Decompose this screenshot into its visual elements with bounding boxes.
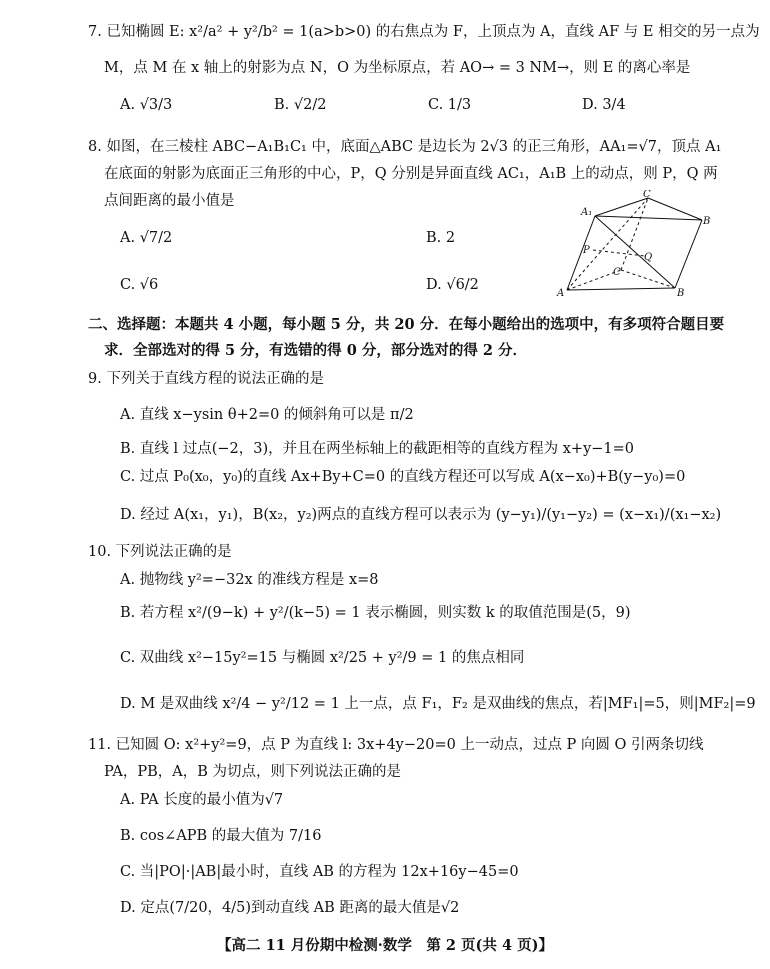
page-footer: 【高二 11 月份期中检测·数学 第 2 页(共 4 页)】 <box>217 937 553 954</box>
section2-heading-line2: 求．全部选对的得 5 分，有选错的得 0 分，部分选对的得 2 分． <box>104 342 528 359</box>
q9-option-b: B. 直线 l 过点(−2，3)，并且在两坐标轴上的截距相等的直线方程为 x+y−1=0 <box>120 441 635 457</box>
label-b: B <box>677 288 685 299</box>
q7-option-b: B. √2/2 <box>274 97 327 113</box>
label-p: P <box>583 245 590 256</box>
q9-option-d: D. 经过 A(x₁，y₁)，B(x₂，y₂)两点的直线方程可以表示为 (y−y₁)/(y₁−y₂) = (x−x₁)/(x₁−x₂) <box>120 507 722 523</box>
q7-option-d: D. 3/4 <box>582 97 626 113</box>
q10-option-c: C. 双曲线 x²−15y²=15 与椭圆 x²/25 + y²/9 = 1 的焦点相同 <box>120 650 525 666</box>
q11-option-d: D. 定点(7/20，4/5)到动直线 AB 距离的最大值是√2 <box>120 900 460 916</box>
label-c: C <box>613 267 621 278</box>
q8-stem-line1: 8. 如图，在三棱柱 ABC−A₁B₁C₁ 中，底面△ABC 是边长为 2√3 的正三角形，AA₁=√7，顶点 A₁ <box>88 139 722 155</box>
q8-stem-line2: 在底面的射影为底面正三角形的中心，P，Q 分别是异面直线 AC₁，A₁B 上的动点，则 P，Q 两 <box>104 166 718 182</box>
prism-figure <box>555 190 715 300</box>
q9-option-c: C. 过点 P₀(x₀，y₀)的直线 Ax+By+C=0 的直线方程还可以写成 A(x−x₀)+B(y−y₀)=0 <box>120 469 686 485</box>
edge-b-b1 <box>675 220 702 288</box>
q11-option-b: B. cos∠APB 的最大值为 7/16 <box>120 828 322 844</box>
q7-stem-line2: M，点 M 在 x 轴上的射影为点 N，O 为坐标原点，若 AO→ = 3 NM→，则 E 的离心率是 <box>104 60 691 76</box>
edge-c-b <box>621 270 675 288</box>
q7-option-c: C. 1/3 <box>428 97 472 113</box>
label-a: A <box>557 288 565 299</box>
q9-stem: 9. 下列关于直线方程的说法正确的是 <box>88 371 324 387</box>
edge-a-b <box>567 288 675 290</box>
section2-heading-line1: 二、选择题：本题共 4 小题，每小题 5 分，共 20 分．在每小题给出的选项中，有多项符合题目要 <box>88 316 725 333</box>
q10-option-b: B. 若方程 x²/(9−k) + y²/(k−5) = 1 表示椭圆，则实数 k 的取值范围是(5，9) <box>120 605 631 621</box>
label-b1: B <box>703 216 711 227</box>
q8-option-c: C. √6 <box>120 277 159 293</box>
q8-stem-line3: 点间距离的最小值是 <box>104 193 235 209</box>
q7-option-a: A. √3/3 <box>120 97 173 113</box>
label-c1: C <box>643 190 651 200</box>
q10-stem: 10. 下列说法正确的是 <box>88 544 232 560</box>
line-p-q <box>593 250 645 256</box>
q9-option-a: A. 直线 x−ysin θ+2=0 的倾斜角可以是 π/2 <box>120 407 414 423</box>
q11-stem-line2: PA，PB，A，B 为切点，则下列说法正确的是 <box>104 764 402 780</box>
q8-option-a: A. √7/2 <box>120 230 173 246</box>
label-q: Q <box>644 252 653 263</box>
edge-c1-b1 <box>648 198 702 220</box>
q10-option-a: A. 抛物线 y²=−32x 的准线方程是 x=8 <box>120 572 379 588</box>
edge-a1-b1 <box>595 216 702 220</box>
q8-option-d: D. √6/2 <box>426 277 479 293</box>
q10-option-d: D. M 是双曲线 x²/4 − y²/12 = 1 上一点，点 F₁，F₂ 是双曲线的焦点，若|MF₁|=5，则|MF₂|=9 <box>120 696 756 712</box>
q8-option-b: B. 2 <box>426 230 456 246</box>
q7-stem-line1: 7. 已知椭圆 E: x²/a² + y²/b² = 1(a>b>0) 的右焦点为 F，上顶点为 A，直线 AF 与 E 相交的另一点为 <box>88 24 760 40</box>
q11-option-c: C. 当|PO|·|AB|最小时，直线 AB 的方程为 12x+16y−45=0 <box>120 864 519 880</box>
q11-option-a: A. PA 长度的最小值为√7 <box>120 792 284 808</box>
edge-a-a1 <box>567 216 595 290</box>
label-a1: A₁ <box>581 207 593 218</box>
q11-stem-line1: 11. 已知圆 O: x²+y²=9，点 P 为直线 l: 3x+4y−20=0 上一动点，过点 P 向圆 O 引两条切线 <box>88 737 704 753</box>
